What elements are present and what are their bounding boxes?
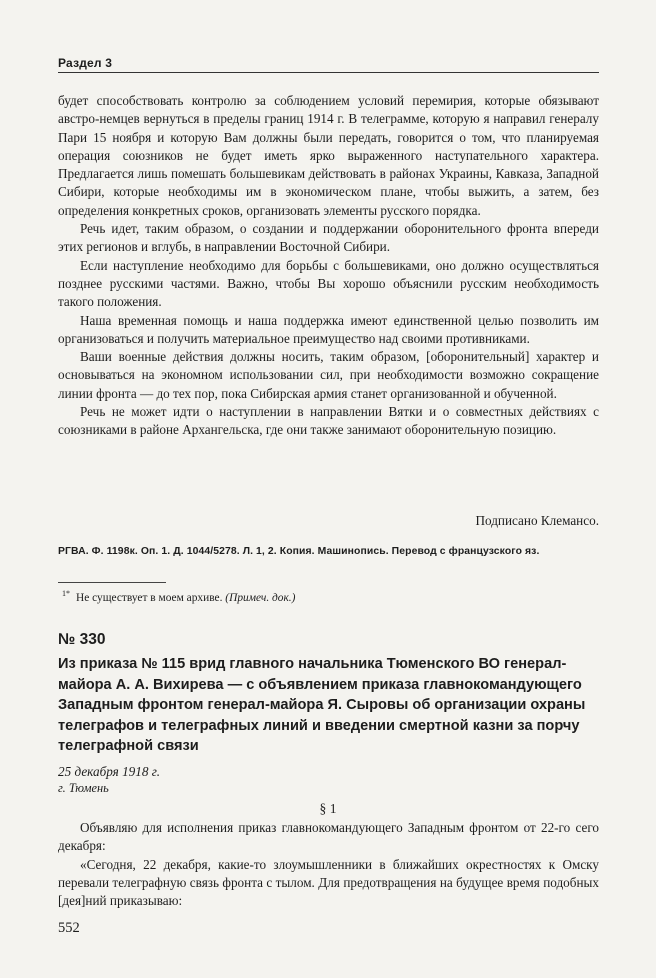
- paragraph: Наша временная помощь и наша поддержка имеют единственной целью позволить им организоваться и получить материальное преимущество над своими противниками.: [58, 312, 599, 346]
- running-header: Раздел 3: [58, 56, 113, 70]
- section-mark: § 1: [319, 801, 337, 816]
- signature: Подписано Клемансо.: [475, 513, 599, 528]
- page-number: 552: [58, 920, 80, 936]
- document-title: Из приказа № 115 врид главного начальника Тюменского ВО генерал-майора А. А. Вихирева — с объявлением приказа главнокомандующего Западным фронтом генерал-майора Я. Сыровы об организации охраны телеграфов и телеграфных линий и введении смертной казни за порчу телеграфной связи: [58, 656, 586, 755]
- paragraph: Объявляю для исполнения приказ главнокомандующего Западным фронтом от 22-го сего декабря:: [58, 820, 599, 854]
- paragraph: будет способствовать контролю за соблюдением условий перемирия, которые обязывают австро-немцев вернуться в пределы границ 1914 г. В телеграмме, которую я направил генералу Пари 15 ноября и которую Вам должны были передать, говорится о том, что планируемая операция союзников не будет иметь ярко выраженного наступательного характера. Предлагается лишь помешать большевикам действовать в районах Украины, Кавказа, Западной Сибири, которые необходимы им в экономическом плане, чтобы выжить, а затем, без определения конкретных сроков, организовать элементы русского порядка.: [58, 93, 599, 218]
- paragraph: Ваши военные действия должны носить, таким образом, [оборонительный] характер и основываться на экономном использовании сил, при необходимости возможно сокращение линии фронта — до тех пор, пока Сибирская армия станет организованной и обученной.: [58, 349, 599, 401]
- letter-body: [58, 92, 599, 440]
- paragraph: Если наступление необходимо для борьбы с большевиками, оно должно осуществляться позднее русскими частями. Важно, чтобы Вы хорошо объяснили русским необходимость такого положения.: [58, 257, 599, 310]
- footnote-note: (Примеч. док.): [225, 591, 296, 604]
- document-place: г. Тюмень: [58, 781, 109, 795]
- footnote-rule: [58, 582, 166, 583]
- footnote-marker: 1*: [62, 589, 70, 598]
- paragraph: Речь не может идти о наступлении в направлении Вятки и о совместных действиях с союзниками в районе Архангельска, где они также занимают оборонительную позицию.: [58, 404, 599, 438]
- document-number: № 330: [58, 631, 106, 648]
- archive-source-note: РГВА. Ф. 1198к. Оп. 1. Д. 1044/5278. Л. 1, 2. Копия. Машинопись. Перевод с французского яз.: [58, 546, 540, 557]
- paragraph: «Сегодня, 22 декабря, какие-то злоумышленники в ближайших окрестностях к Омску перевали телеграфную связь фронта с тылом. Для предотвращения на будущее время подобных [дея]ний приказываю:: [58, 856, 599, 909]
- document-date: 25 декабря 1918 г.: [58, 764, 161, 779]
- paragraph: Речь идет, таким образом, о создании и поддержании оборонительного фронта впереди этих регионов и вглубь, в направлении Восточной Сибири.: [58, 221, 599, 255]
- header-rule: [58, 72, 599, 73]
- footnote: [62, 589, 295, 604]
- footnote-text: Не существует в моем архиве.: [76, 591, 223, 604]
- order-body: [58, 819, 599, 910]
